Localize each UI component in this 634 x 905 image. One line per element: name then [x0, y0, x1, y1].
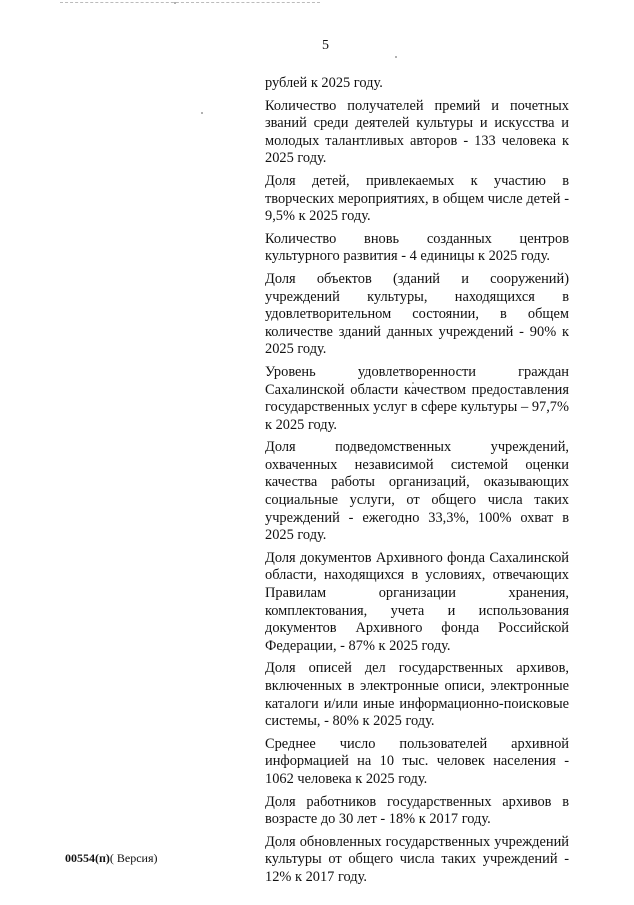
document-version: ( Версия) — [109, 851, 158, 865]
paragraph: Доля обновленных государственных учреждений культуры от общего числа таких учреждений - 12% к 2017 году. — [265, 833, 569, 885]
paragraph: Среднее число пользователей архивной информацией на 10 тыс. человек населения - 1062 человека к 2025 году. — [265, 735, 569, 787]
scan-edge-line — [60, 2, 320, 4]
paragraph: Доля подведомственных учреждений, охваченных независимой системой оценки качества работы организаций, оказывающих социальные услуги, от общего числа таких учреждений - ежегодно 33,3%, 100% охват в 2025 году. — [265, 439, 569, 544]
paragraph: Доля детей, привлекаемых к участию в творческих мероприятиях, в общем числе детей - 9,5% к 2025 году. — [265, 172, 569, 225]
document-body — [265, 75, 569, 892]
page-number: 5 — [322, 38, 329, 53]
paragraph: Доля описей дел государственных архивов, включенных в электронные описи, электронные каталоги и/или иные информационно-поисковые системы, - 80% к 2025 году. — [265, 660, 569, 730]
document-code: 00554(п) — [65, 851, 110, 865]
document-footer — [65, 851, 158, 866]
paragraph: Доля документов Архивного фонда Сахалинской области, находящихся в условиях, отвечающих Правилам организации хранения, комплектования, учета и использования документов Архивного фонда Российской Федерации, - 87% к 2025 году. — [265, 549, 569, 654]
paragraph: Доля работников государственных архивов в возрасте до 30 лет - 18% к 2017 году. — [265, 793, 569, 828]
paragraph: рублей к 2025 году. — [265, 75, 383, 91]
paragraph: Доля объектов (зданий и сооружений) учреждений культуры, находящихся в удовлетворительном состоянии, в общем количестве зданий данных учреждений - 90% к 2025 году. — [265, 270, 569, 358]
scan-speck — [395, 56, 397, 58]
scan-speck — [174, 2, 176, 4]
paragraph: Количество получателей премий и почетных званий среди деятелей культуры и искусства и молодых талантливых авторов - 133 человека к 2025 году. — [265, 97, 569, 167]
scan-speck — [201, 112, 203, 114]
paragraph: Уровень удовлетворенности граждан Сахалинской области качеством предоставления государственных услуг в сфере культуры – 97,7% к 2025 году. — [265, 363, 569, 433]
paragraph: Количество вновь созданных центров культурного развития - 4 единицы к 2025 году. — [265, 230, 569, 265]
